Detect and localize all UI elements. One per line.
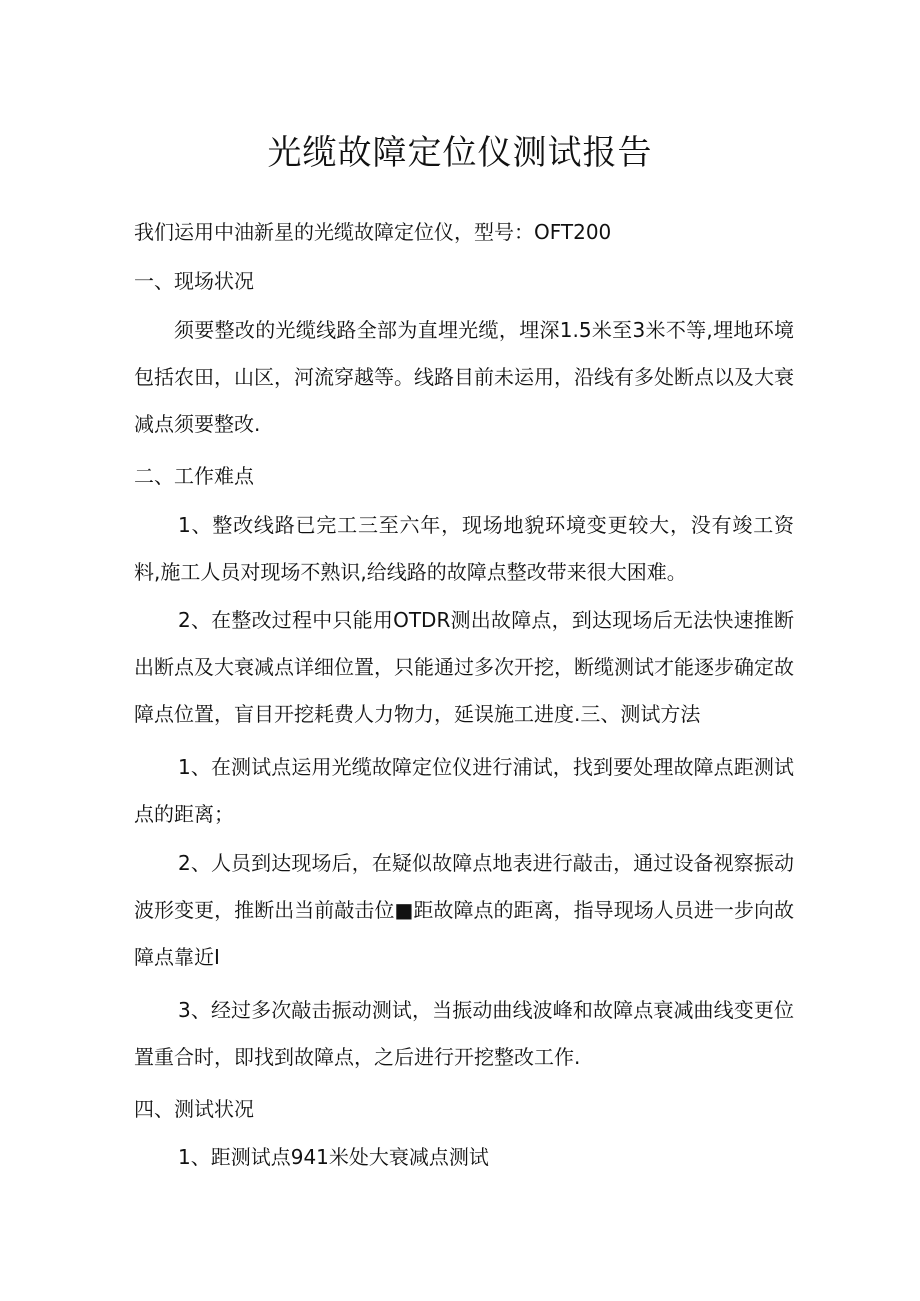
section1-paragraph: 须要整改的光缆线路全部为直埋光缆，埋深1.5米至3米不等,埋地环境包括农田，山区，河流穿越等。线路目前未运用，沿线有多处断点以及大衰减点须要整改. xyxy=(134,318,794,436)
page-title: 光缆故障定位仪测试报告 xyxy=(267,133,653,173)
section2-item-1: 1、整改线路已完工三至六年，现场地貌环境变更较大，没有竣工资料,施工人员对现场不熟识,给线路的故障点整改带来很大困难。 xyxy=(134,513,794,584)
section2-item-2: 2、在整改过程中只能用OTDR测出故障点，到达现场后无法快速推断出断点及大衰减点详细位置，只能通过多次开挖，断缆测试才能逐步确定故障点位置，盲目开挖耗费人力物力，延误施工进度.三、测试方法 xyxy=(134,608,794,726)
section2-heading: 二、工作难点 xyxy=(134,464,254,488)
section1-heading: 一、现场状况 xyxy=(134,269,254,293)
section3-item-1: 1、在测试点运用光缆故障定位仪进行浦试，找到要处理故障点距测试点的距离； xyxy=(134,755,794,826)
section4-item-1: 1、距测试点941米处大衰减点测试 xyxy=(178,1145,489,1169)
intro-line: 我们运用中油新星的光缆故障定位仪，型号：OFT200 xyxy=(134,220,612,244)
section4-heading: 四、测试状况 xyxy=(134,1097,254,1121)
section3-item-3: 3、经过多次敲击振动测试，当振动曲线波峰和故障点衰减曲线变更位置重合时，即找到故障点，之后进行开挖整改工作. xyxy=(134,998,794,1069)
section3-item-2: 2、人员到达现场后，在疑似故障点地表进行敲击，通过设备视察振动波形变更，推断出当前敲击位■距故障点的距离，指导现场人员进一步向故障点靠近I xyxy=(134,851,794,969)
